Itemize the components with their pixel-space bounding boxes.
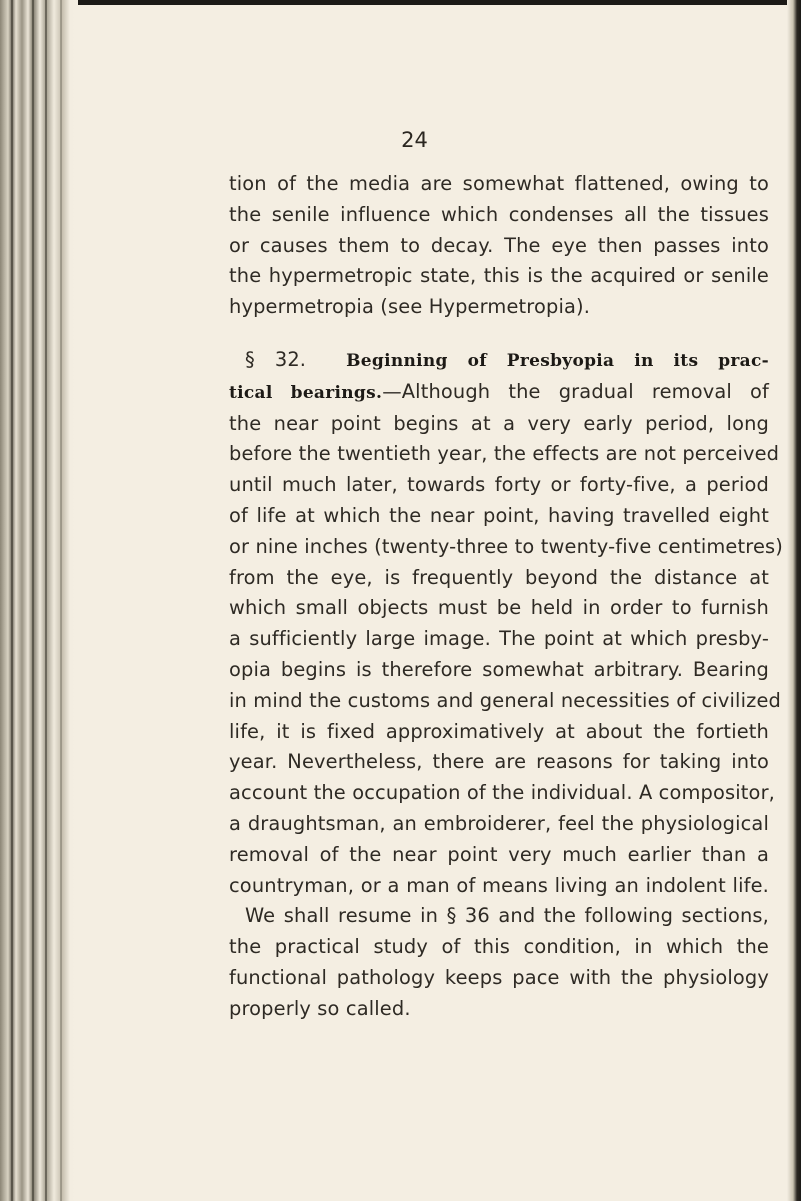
section-first-line-text: —Although the gradual removal of: [382, 379, 769, 403]
book-binding: [0, 0, 78, 1201]
text-line: or nine inches (twenty-three to twenty-five centimetres): [229, 534, 783, 558]
section-title-continued: tical bearings.: [229, 382, 383, 403]
page-right-edge: [787, 0, 801, 1201]
text-line: the practical study of this condition, in which the: [229, 935, 769, 959]
page-number: 24: [401, 128, 428, 152]
text-line: tion of the media are somewhat flattened, owing to: [229, 172, 769, 195]
section-number: § 32.: [245, 347, 307, 371]
binding-line: [60, 0, 62, 1201]
paragraph-gap: [229, 323, 769, 345]
text-line: a sufficiently large image. The point at which presby-: [229, 627, 769, 651]
text-line: of life at which the near point, having travelled eight: [229, 503, 769, 527]
text-line: functional pathology keeps pace with the physiology: [229, 965, 769, 989]
binding-line: [45, 0, 47, 1201]
text-line: hypermetropia (see Hypermetropia).: [229, 295, 591, 319]
page-top-edge: [0, 0, 801, 5]
text-line: or causes them to decay. The eye then passes into: [229, 233, 769, 257]
text-line: which small objects must be held in order to furnish: [229, 596, 769, 620]
binding-line: [32, 0, 34, 1201]
text-line: before the twentieth year, the effects are not perceived: [229, 442, 780, 466]
body-text: [229, 169, 783, 1025]
text-line: removal of the near point very much earlier than a: [229, 842, 769, 866]
text-line: opia begins is therefore somewhat arbitrary. Bearing: [229, 657, 769, 681]
section-heading-line: [229, 345, 769, 377]
text-line: in mind the customs and general necessities of civilized: [229, 688, 781, 712]
section-heading-line: [229, 377, 769, 409]
text-line: properly so called.: [229, 996, 411, 1020]
text-line: the senile influence which condenses all the tissues: [229, 202, 769, 226]
text-line: life, it is fixed approximatively at about the fortieth: [229, 719, 769, 743]
text-line: until much later, towards forty or forty-five, a period: [229, 473, 769, 497]
text-line: from the eye, is frequently beyond the distance at: [229, 565, 769, 589]
text-line: a draughtsman, an embroiderer, feel the physiological: [229, 811, 769, 835]
text-line: countryman, or a man of means living an indolent life.: [229, 873, 769, 897]
text-line: the hypermetropic state, this is the acquired or senile: [229, 264, 769, 288]
text-line: We shall resume in § 36 and the following sections,: [245, 904, 769, 928]
text-line: year. Nevertheless, there are reasons for taking into: [229, 750, 769, 774]
text-line: the near point begins at a very early period, long: [229, 411, 769, 435]
text-line: account the occupation of the individual. A compositor,: [229, 781, 775, 805]
section-title: Beginning of Presbyopia in its prac-: [346, 350, 769, 371]
binding-line: [11, 0, 13, 1201]
